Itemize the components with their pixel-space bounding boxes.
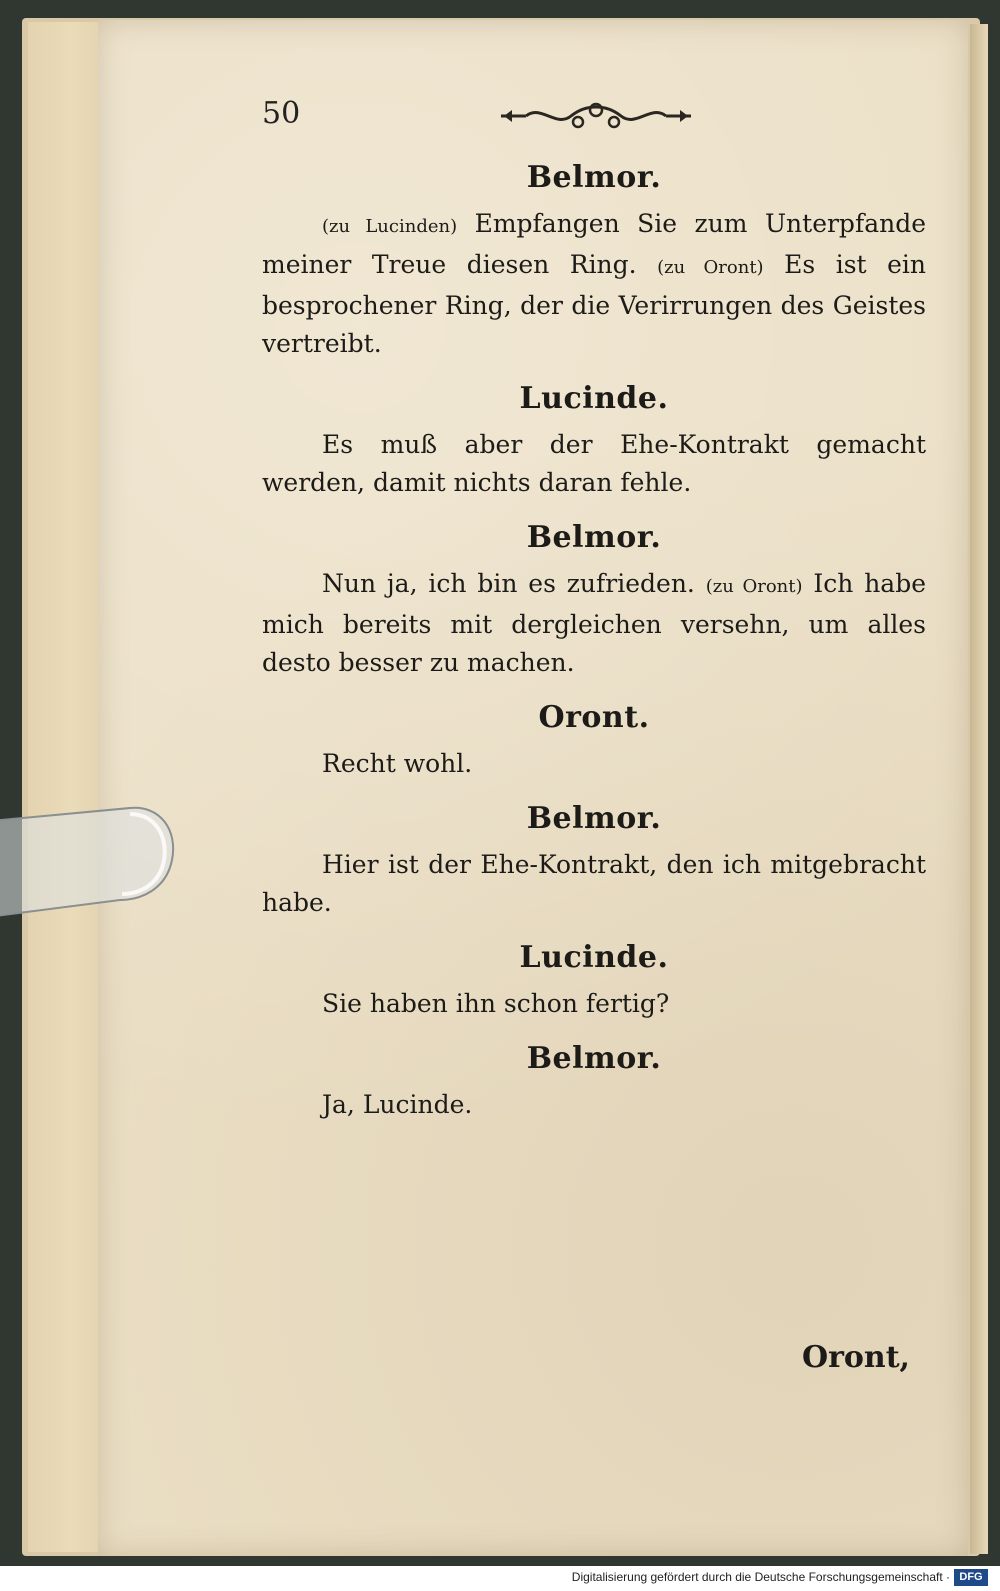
speaker-name: Lucinde.	[519, 381, 669, 416]
dialogue-text: Es muß aber der Ehe-Kontrakt gemacht werden, damit nichts daran fehle.	[262, 430, 926, 497]
dialogue-paragraph	[262, 565, 926, 682]
dialogue-text: Sie haben ihn schon fertig?	[322, 989, 670, 1018]
dialogue-paragraph	[262, 985, 926, 1023]
stage-direction: (zu Oront)	[657, 257, 764, 278]
speaker-name: Belmor.	[526, 1041, 662, 1076]
dialogue-text: Empfangen Sie zum Unterpfande meiner Treue diesen Ring.	[262, 209, 926, 279]
footer-credit: Digitalisierung gefördert durch die Deutsche Forschungsgemeinschaft ·	[571, 1570, 950, 1584]
stage-direction: (zu Oront)	[705, 576, 803, 597]
dialogue-paragraph	[262, 205, 926, 363]
dialogue-text: Recht wohl.	[322, 749, 473, 778]
stage-direction: (zu Lucinden)	[322, 216, 458, 237]
dialogue-text: Ja, Lucinde.	[322, 1090, 473, 1119]
dialogue-paragraph	[262, 846, 926, 922]
dialogue-text: Hier ist der Ehe-Kontrakt, den ich mitgebracht habe.	[262, 850, 926, 917]
speaker-name: Oront.	[538, 700, 650, 735]
speaker-name: Belmor.	[526, 801, 662, 836]
speaker-name: Belmor.	[526, 520, 662, 555]
page-clip-icon	[0, 800, 190, 920]
dialogue-text: Es ist ein besprochener Ring, der die Verirrungen des Geistes vertreibt.	[262, 250, 926, 358]
play-text	[262, 160, 926, 1124]
speaker-name: Belmor.	[526, 160, 662, 195]
footer-bar	[0, 1566, 1000, 1591]
page-gutter	[970, 24, 988, 1554]
dialogue-text: Ich habe mich bereits mit dergleichen versehn, um alles desto besser zu machen.	[262, 569, 927, 677]
catchword: Oront,	[801, 1340, 910, 1375]
dialogue-text: Nun ja, ich bin es zufrieden.	[322, 569, 706, 598]
page-number: 50	[262, 96, 301, 131]
dfg-logo: DFG	[954, 1569, 988, 1586]
ornament-icon	[496, 96, 696, 136]
dialogue-paragraph	[262, 426, 926, 502]
dialogue-paragraph	[262, 745, 926, 783]
dialogue-paragraph	[262, 1086, 926, 1124]
speaker-name: Lucinde.	[519, 940, 669, 975]
